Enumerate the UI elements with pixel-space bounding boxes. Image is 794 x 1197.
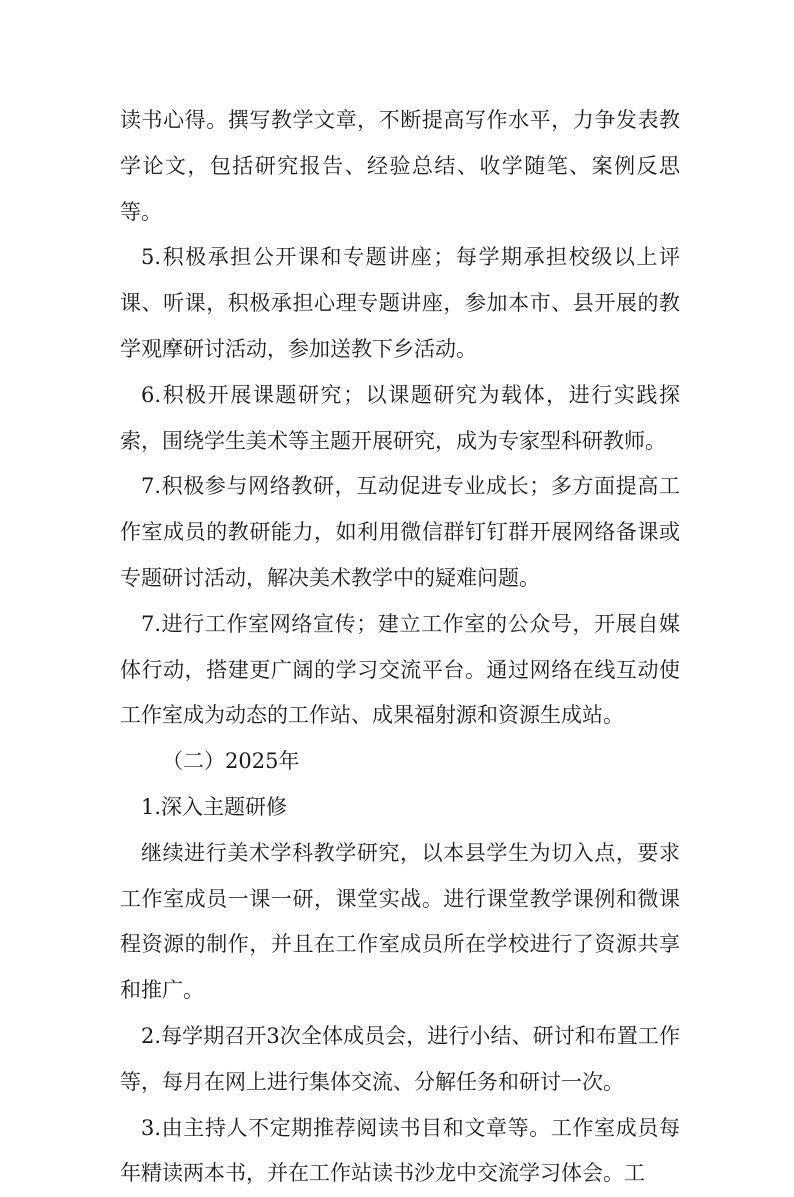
document-body xyxy=(120,98,680,1197)
paragraph-item-2: 2.每学期召开3次全体成员会，进行小结、研讨和布置工作等，每月在网上进行集体交流、分解任务和研讨一次。 xyxy=(120,1023,680,1094)
paragraph-item-7-publicity: 7.进行工作室网络宣传；建立工作室的公众号，开展自媒体行动，搭建更广阔的学习交流平台。通过网络在线互动使工作室成为动态的工作站、成果福射源和资源生成站。 xyxy=(120,611,680,728)
paragraph-item-6: 6.积极开展课题研究；以课题研究为载体，进行实践探索，围绕学生美术等主题开展研究，成为专家型科研教师。 xyxy=(120,382,680,453)
paragraph-item-5: 5.积极承担公开课和专题讲座；每学期承担校级以上评课、听课，积极承担心理专题讲座，参加本市、县开展的教学观摩研讨活动，参加送教下乡活动。 xyxy=(120,245,680,361)
paragraph-item-3: 3.由主持人不定期推荐阅读书目和文章等。工作室成员每年精读两本书，并在工作站读书沙龙中交流学习体会。工 xyxy=(120,1115,680,1186)
paragraph-writing-continuation: 读书心得。撰写教学文章，不断提高写作水平，力争发表教学论文，包括研究报告、经验总结、收学随笔、案例反思等。 xyxy=(120,108,680,224)
paragraph-research-details: 继续进行美术学科教学研究，以本县学生为切入点，要求工作室成员一课一研，课堂实战。进行课堂教学课例和微课程资源的制作，并且在工作室成员所在学校进行了资源共享和推广。 xyxy=(120,840,680,1003)
subheading-item-1: 1.深入主题研修 xyxy=(141,794,288,819)
section-heading-2025: （二）2025年 xyxy=(162,749,300,774)
paragraph-item-7-network-research: 7.积极参与网络教研，互动促进专业成长；多方面提高工作室成员的教研能力，如利用微信群钉钉群开展网络备课或专题研讨活动，解决美术教学中的疑难问题。 xyxy=(120,474,680,590)
